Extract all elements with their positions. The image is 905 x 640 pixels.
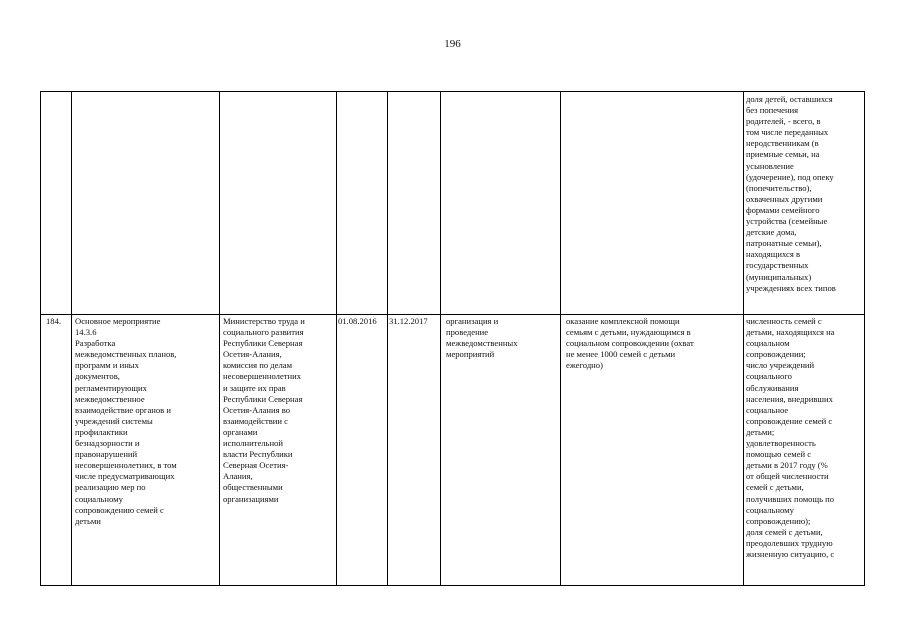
- table-border-top: [40, 91, 865, 92]
- row2-direction-cell: организация и проведение межведомственных мероприятий: [446, 316, 518, 360]
- row2-number-cell: 184.: [46, 316, 62, 326]
- row2-start-date-cell: 01.08.2016: [338, 316, 377, 326]
- column-divider: [864, 91, 865, 586]
- column-divider: [219, 91, 220, 586]
- column-divider: [387, 91, 388, 586]
- column-divider: [40, 91, 41, 586]
- row-divider: [40, 314, 865, 315]
- page-number: 196: [444, 38, 461, 50]
- row2-event-cell: Основное мероприятие 14.3.6 Разработка межведомственных планов, программ и иных документов, регламентирующих межведомственное взаимодействие органов и учреждений системы профилактики безнадзорности и правонарушений несовершеннолетних, в том числе предусматривающих реализацию мер по социальному сопровождению семей с детьми: [75, 316, 177, 526]
- row2-executor-cell: Министерство труда и социального развития Республики Северная Осетия-Алания, комиссия по делам несовершеннолетних и защите их прав Республики Северная Осетия-Алания во взаимодействии с органами исполнительной власти Республики Северная Осетия- Алания, общественными организациями: [223, 316, 305, 504]
- plan-table: [40, 91, 865, 586]
- column-divider: [336, 91, 337, 586]
- column-divider: [440, 91, 441, 586]
- row1-indicator-cell: доля детей, оставшихся без попечения родителей, - всего, в том числе переданных неродственникам (в приемные семьи, на усыновление (удочерение), под опеку (попечительство), охваченных другими формами семейного устройства (семейные детские дома, патронатные семьи), находящихся в государственных (муниципальных) учреждениях всех типов: [746, 94, 836, 293]
- row2-end-date-cell: 31.12.2017: [389, 316, 428, 326]
- row2-indicator-cell: численность семей с детьми, находящихся на социальном сопровождении; число учреждений социального обслуживания населения, внедривших социальное сопровождение семей с детьми; удовлетворенность помощью семей с детьми в 2017 году (% от общей численности семей с детьми, получивших помощь по социальному сопровождению); доля семей с детьми, преодолевших трудную жизненную ситуацию, с: [746, 316, 835, 559]
- column-divider: [71, 91, 72, 586]
- column-divider: [743, 91, 744, 586]
- column-divider: [560, 91, 561, 586]
- row2-result-cell: оказание комплексной помощи семьям с детьми, нуждающимся в социальном сопровождении (охват не менее 1000 семей с детьми ежегодно): [566, 316, 694, 371]
- table-border-bottom: [40, 585, 865, 586]
